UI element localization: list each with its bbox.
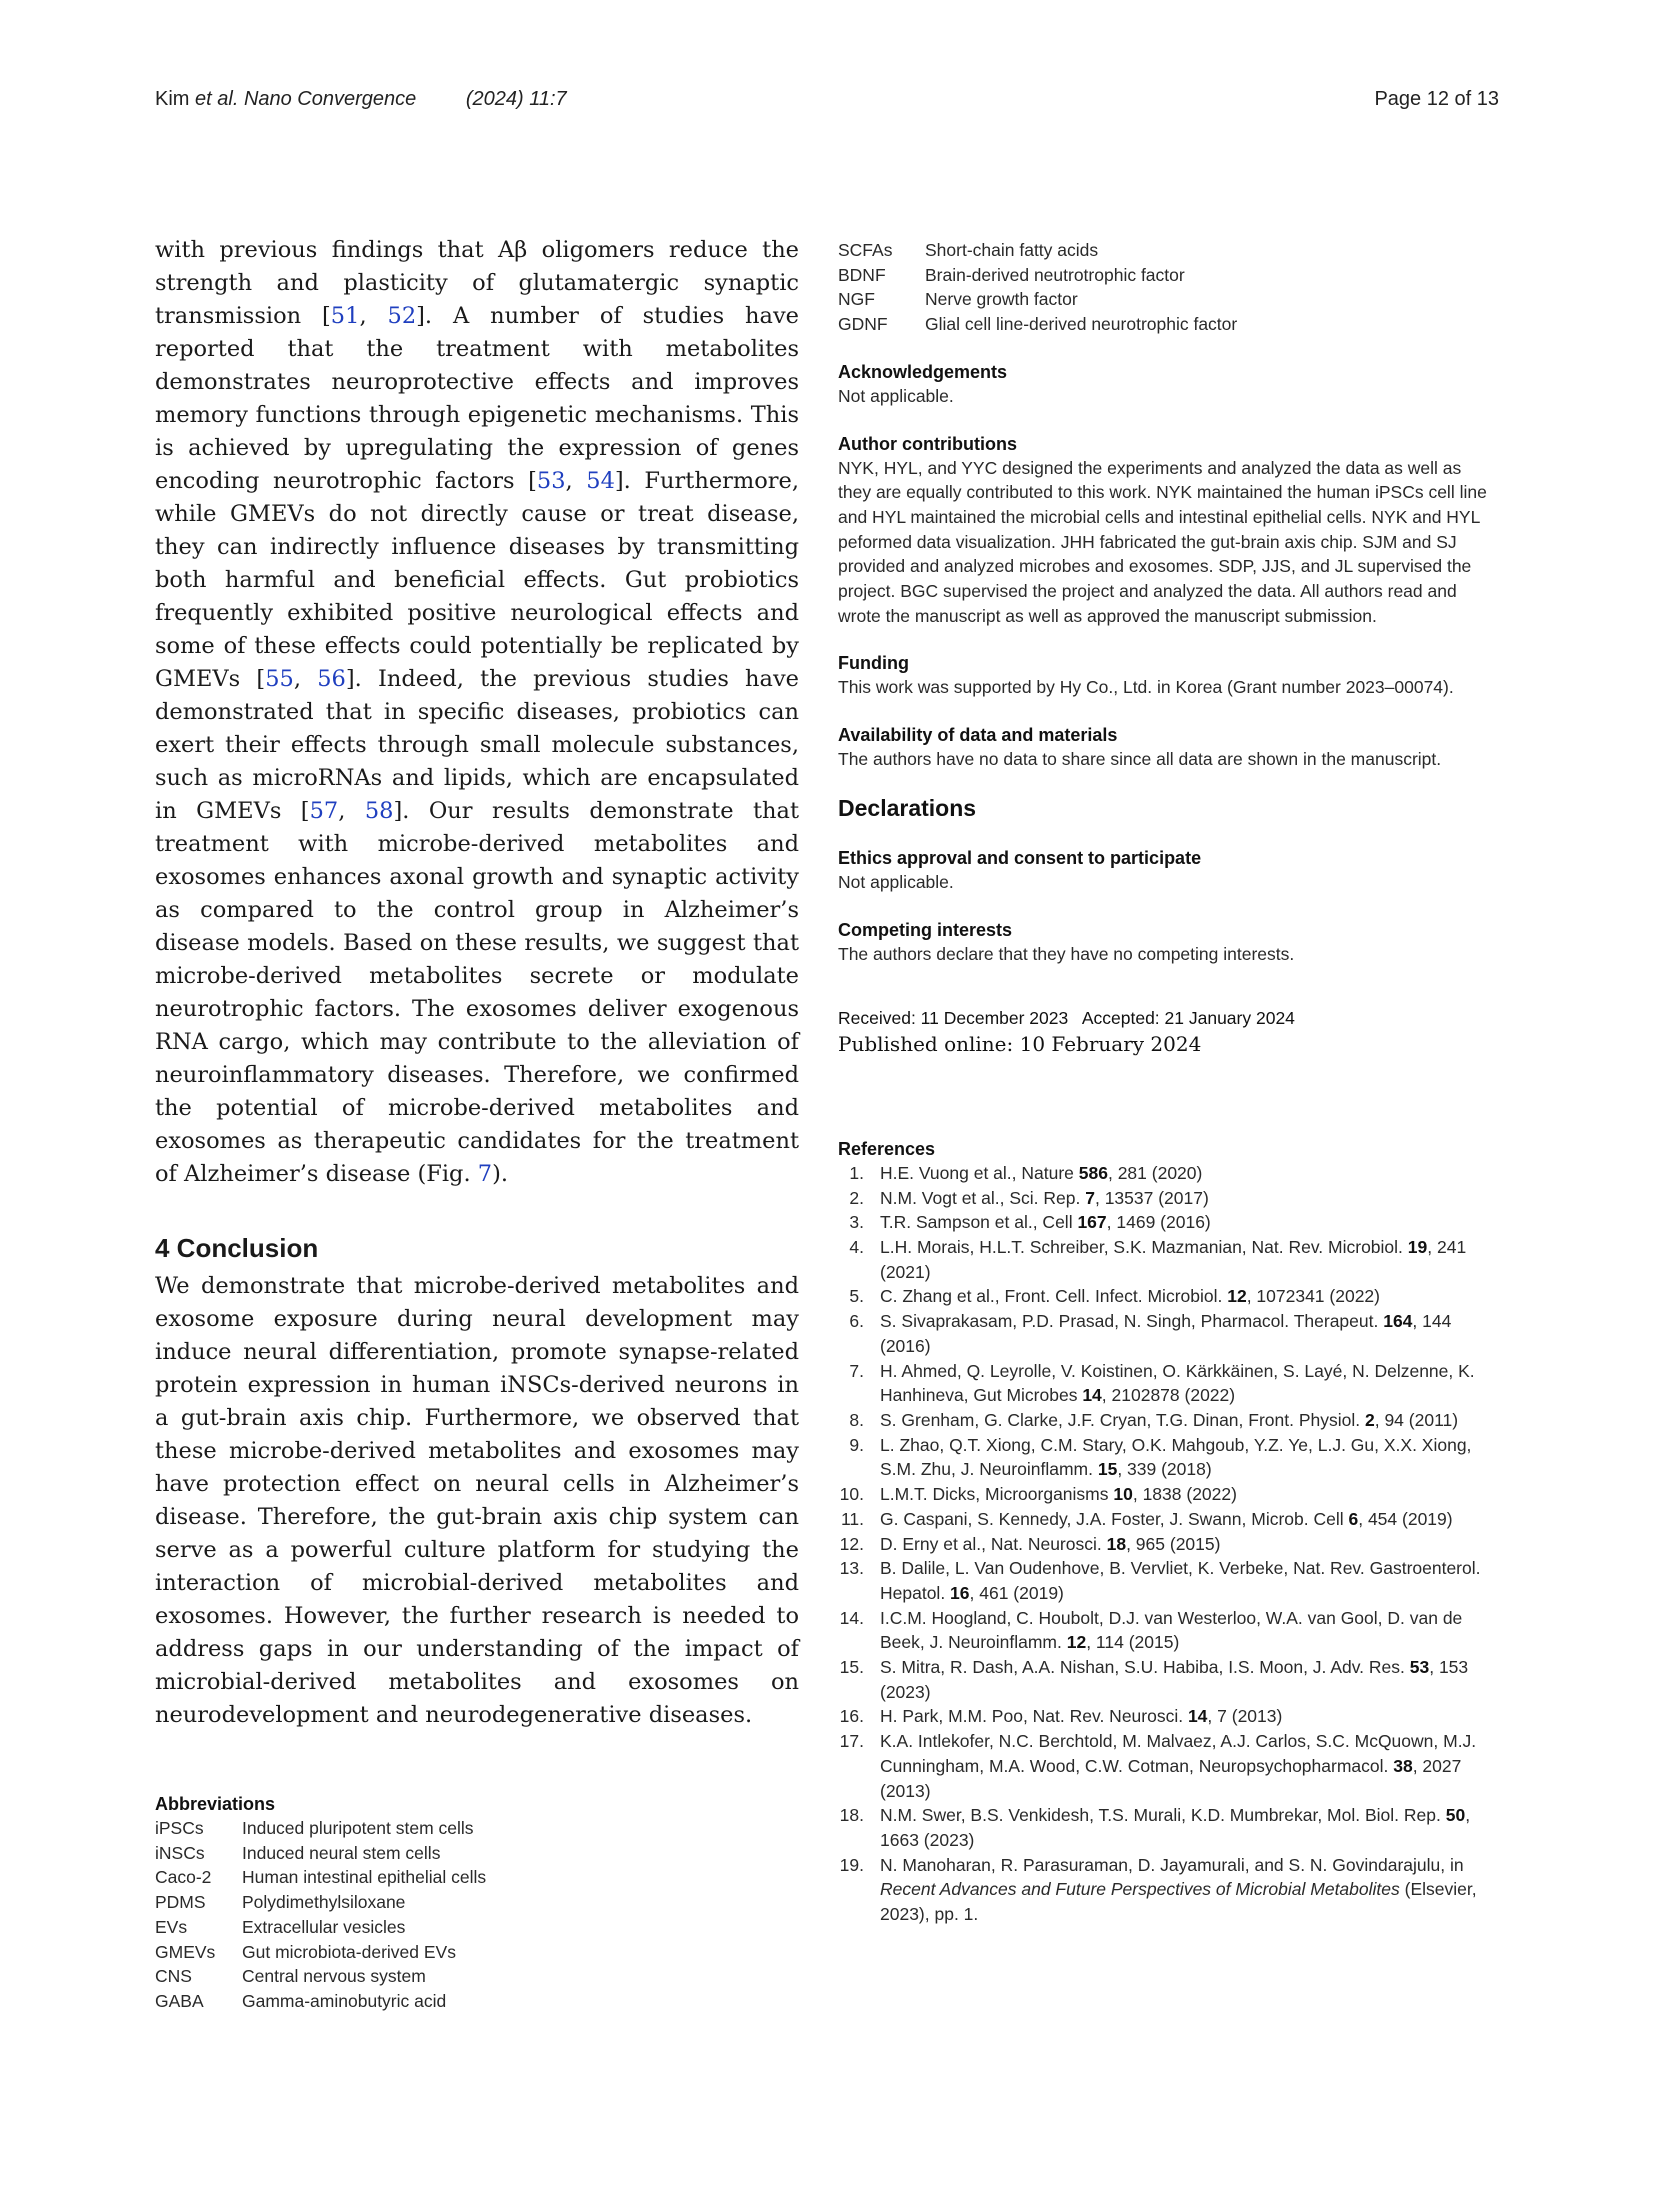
reference-number: 8. bbox=[849, 1409, 864, 1430]
abbreviation-row bbox=[155, 1940, 486, 1965]
reference-number: 2. bbox=[849, 1187, 864, 1208]
citation-link[interactable]: 7 bbox=[477, 1161, 493, 1187]
abbreviation-definition: Gut microbiota-derived EVs bbox=[242, 1941, 456, 1962]
abbreviations-table bbox=[155, 1816, 486, 2014]
abbreviation-definition: Induced neural stem cells bbox=[242, 1842, 441, 1863]
received-accepted-dates: Received: 11 December 2023 Accepted: 21 January 2024 bbox=[838, 1008, 1295, 1029]
abbreviation-term: GDNF bbox=[838, 314, 888, 335]
reference-number: 4. bbox=[849, 1237, 864, 1258]
ethics-heading: Ethics approval and consent to participate bbox=[838, 847, 1202, 868]
reference-item: 8. S. Grenham, G. Clarke, J.F. Cryan, T.G. Dinan, Front. Physiol. 2, 94 (2011) bbox=[838, 1408, 1498, 1433]
reference-number: 5. bbox=[849, 1286, 864, 1307]
reference-item: 1. H.E. Vuong et al., Nature 586, 281 (2020) bbox=[838, 1161, 1498, 1186]
left-column bbox=[155, 234, 799, 2014]
page-number: Page 12 of 13 bbox=[1374, 88, 1499, 110]
reference-item: 3. T.R. Sampson et al., Cell 167, 1469 (2016) bbox=[838, 1210, 1498, 1235]
abbreviation-row bbox=[155, 1915, 486, 1940]
citation-link[interactable]: 52 bbox=[387, 303, 417, 329]
reference-number: 13. bbox=[839, 1558, 864, 1579]
reference-number: 15. bbox=[839, 1657, 864, 1678]
discussion-paragraph: with previous findings that Aβ oligomers reduce the strength and plasticity of glutamatergic synaptic transmission [51, 52]. A number of studies have reported that the treatment with metabolites demonstrates neuroprotective effects and improves memory functions through epigenetic mechanisms. This is achieved by upregulating the expression of genes encoding neurotrophic factors [53, 54]. Furthermore, while GMEVs do not directly cause or treat disease, they can indirectly influence diseases by transmitting both harmful and beneficial effects. Gut probiotics frequently exhibited positive neurological effects and some of these effects could potentially be replicated by GMEVs [55, 56]. Indeed, the previous studies have demonstrated that in specific diseases, probiotics can exert their effects through small molecule substances, such as microRNAs and lipids, which are encapsulated in GMEVs [57, 58]. Our results demonstrate that treatment with microbe-derived metabolites and exosomes enhances axonal growth and synaptic activity as compared to the control group in Alzheimer’s disease models. Based on these results, we suggest that microbe-derived metabolites secrete or modulate neurotrophic factors. The exosomes deliver exogenous RNA cargo, which may contribute to the alleviation of neuroinflammatory diseases. Therefore, we confirmed the potential of microbe-derived metabolites and exosomes as therapeutic candidates for the treatment of Alzheimer’s disease (Fig. 7). bbox=[155, 237, 799, 1187]
reference-item: 4. L.H. Morais, H.L.T. Schreiber, S.K. Mazmanian, Nat. Rev. Microbiol. 19, 241 (2021) bbox=[838, 1235, 1498, 1284]
abbreviation-definition: Extracellular vesicles bbox=[242, 1916, 406, 1937]
published-online-date: Published online: 10 February 2024 bbox=[838, 1031, 1202, 1056]
ethics-text: Not applicable. bbox=[838, 871, 954, 892]
abbreviation-row bbox=[155, 1816, 486, 1841]
reference-item: 14. I.C.M. Hoogland, C. Houbolt, D.J. van Westerloo, W.A. van Gool, D. van de Beek, J. Neuroinflamm. 12, 114 (2015) bbox=[839, 1607, 1463, 1653]
competing-interests-section bbox=[838, 918, 1498, 967]
abbreviation-term: BDNF bbox=[838, 264, 886, 285]
reference-item: 11. G. Caspani, S. Kennedy, J.A. Foster, J. Swann, Microb. Cell 6, 454 (2019) bbox=[838, 1507, 1498, 1532]
abbreviation-definition: Glial cell line-derived neurotrophic factor bbox=[925, 314, 1238, 335]
right-column bbox=[838, 240, 1498, 1927]
reference-number: 19. bbox=[839, 1854, 864, 1875]
abbreviation-term: NGF bbox=[838, 289, 875, 310]
citation-link[interactable]: 57 bbox=[309, 798, 339, 824]
abbreviation-term: iNSCs bbox=[155, 1842, 205, 1863]
reference-number: 12. bbox=[839, 1533, 864, 1554]
reference-number: 7. bbox=[849, 1360, 864, 1381]
conclusion-text: We demonstrate that microbe-derived metabolites and exosome exposure during neural development may induce neural differentiation, promote synapse-related protein expression in human iNSCs-derived neurons in a gut-brain axis chip. Furthermore, we observed that these microbe-derived metabolites and exosomes may have protection effect on neural cells in Alzheimer’s disease. Therefore, the gut-brain axis chip system can serve as a powerful culture platform for studying the interaction of microbial-derived metabolites and exosomes. However, the further research is needed to address gaps in our understanding of the impact of microbial-derived metabolites and exosomes on neurodevelopment and neurodegenerative diseases. bbox=[155, 1273, 799, 1728]
conclusion-heading: 4 Conclusion bbox=[155, 1233, 319, 1263]
citation-link[interactable]: 51 bbox=[330, 303, 360, 329]
abbreviation-definition: Human intestinal epithelial cells bbox=[242, 1867, 487, 1888]
availability-heading: Availability of data and materials bbox=[838, 725, 1118, 746]
reference-item: 10. L.M.T. Dicks, Microorganisms 10, 1838 (2022) bbox=[838, 1482, 1498, 1507]
reference-number: 6. bbox=[849, 1311, 864, 1332]
reference-item: 19. N. Manoharan, R. Parasuraman, D. Jayamurali, and S. N. Govindarajulu, in Recent Advances and Future Perspectives of Microbial Metabolites (Elsevier, 2023), pp. 1. bbox=[839, 1854, 1477, 1925]
funding-section bbox=[838, 651, 1498, 700]
funding-text: This work was supported by Hy Co., Ltd. in Korea (Grant number 2023–00074). bbox=[838, 677, 1454, 698]
competing-interests-heading: Competing interests bbox=[838, 919, 1013, 940]
abbreviations-table-continued bbox=[838, 238, 1237, 337]
competing-interests-text: The authors declare that they have no competing interests. bbox=[838, 943, 1295, 964]
abbreviation-definition: Induced pluripotent stem cells bbox=[242, 1818, 474, 1838]
conclusion-paragraph bbox=[155, 1270, 799, 1732]
reference-number: 11. bbox=[840, 1508, 864, 1529]
reference-item: 17. K.A. Intlekofer, N.C. Berchtold, M. Malvaez, A.J. Carlos, S.C. McQuown, M.J. Cunningham, M.A. Wood, C.W. Cotman, Neuropsychopharmacol. 38, 2027 (2013) bbox=[839, 1731, 1477, 1801]
header-author: Kim bbox=[155, 88, 190, 110]
abbreviation-row bbox=[155, 1841, 486, 1866]
reference-item: 9. L. Zhao, Q.T. Xiong, C.M. Stary, O.K. Mahgoub, Y.Z. Ye, L.J. Gu, X.X. Xiong, S.M. Zhu, J. Neuroinflamm. 15, 339 (2018) bbox=[838, 1433, 1498, 1482]
abbreviations-heading: Abbreviations bbox=[155, 1794, 276, 1814]
acknowledgements-section bbox=[838, 360, 1498, 409]
citation-link[interactable]: 58 bbox=[364, 798, 394, 824]
reference-number: 1. bbox=[849, 1162, 864, 1183]
abbreviation-term: CNS bbox=[155, 1966, 192, 1987]
abbreviation-definition: Nerve growth factor bbox=[925, 289, 1078, 310]
reference-number: 14. bbox=[839, 1607, 864, 1628]
acknowledgements-heading: Acknowledgements bbox=[838, 361, 1008, 382]
abbreviation-definition: Brain-derived neutrotrophic factor bbox=[925, 264, 1185, 285]
abbreviation-row bbox=[155, 1964, 486, 1989]
reference-number: 9. bbox=[849, 1434, 864, 1455]
reference-number: 16. bbox=[839, 1706, 864, 1727]
declarations-heading: Declarations bbox=[838, 794, 977, 821]
reference-item: 5. C. Zhang et al., Front. Cell. Infect. Microbiol. 12, 1072341 (2022) bbox=[838, 1284, 1498, 1309]
reference-item: 12. D. Erny et al., Nat. Neurosci. 18, 965 (2015) bbox=[838, 1532, 1498, 1557]
reference-item: 6. S. Sivaprakasam, P.D. Prasad, N. Singh, Pharmacol. Therapeut. 164, 144 (2016) bbox=[838, 1309, 1498, 1358]
availability-section bbox=[838, 723, 1498, 772]
abbreviation-row bbox=[155, 1865, 486, 1890]
abbreviation-definition: Central nervous system bbox=[242, 1966, 426, 1987]
header-etal: et al. bbox=[195, 88, 239, 110]
abbreviation-definition: Short-chain fatty acids bbox=[925, 240, 1099, 260]
abbreviation-term: EVs bbox=[155, 1916, 188, 1937]
abbreviation-row bbox=[838, 238, 1237, 263]
abbreviation-term: iPSCs bbox=[155, 1818, 204, 1838]
citation-link[interactable]: 54 bbox=[586, 468, 615, 494]
abbreviation-row bbox=[838, 312, 1237, 337]
references-heading: References bbox=[838, 1138, 936, 1159]
acknowledgements-text: Not applicable. bbox=[838, 385, 954, 406]
author-contributions-section bbox=[838, 432, 1498, 629]
abbreviation-definition: Polydimethylsiloxane bbox=[242, 1892, 406, 1913]
abbreviation-row bbox=[838, 263, 1237, 288]
header-journal: Nano Convergence bbox=[243, 88, 417, 110]
author-contributions-text: NYK, HYL, and YYC designed the experiments and analyzed the data as well as they are equally contributed to this work. NYK maintained the human iPSCs cell line and HYL maintained the microbial cells and intestinal epithelial cells. NYK and HYL peformed data visualization. JHH fabricated the gut-brain axis chip. SJM and SJ provided and analyzed microbes and exosomes. SDP, JJS, and JL supervised the project. BGC supervised the project and analyzed the data. All authors read and wrote the manuscript as well as approved the manuscript submission. bbox=[838, 457, 1487, 626]
abbreviation-row bbox=[155, 1989, 486, 2014]
reference-number: 18. bbox=[839, 1805, 864, 1826]
reference-item: 7. H. Ahmed, Q. Leyrolle, V. Koistinen, O. Kärkkäinen, S. Layé, N. Delzenne, K. Hanhineva, Gut Microbes 14, 2102878 (2022) bbox=[838, 1359, 1498, 1408]
abbreviation-row bbox=[838, 287, 1237, 312]
ethics-section bbox=[838, 846, 1498, 895]
abbreviation-term: SCFAs bbox=[838, 240, 893, 260]
abbreviation-term: GMEVs bbox=[155, 1941, 216, 1962]
availability-text: The authors have no data to share since all data are shown in the manuscript. bbox=[838, 749, 1442, 770]
reference-item: 13. B. Dalile, L. Van Oudenhove, B. Vervliet, K. Verbeke, Nat. Rev. Gastroenterol. Hepatol. 16, 461 (2019) bbox=[839, 1558, 1481, 1603]
reference-item: 18. N.M. Swer, B.S. Venkidesh, T.S. Murali, K.D. Mumbrekar, Mol. Biol. Rep. 50, 1663 (2023) bbox=[839, 1805, 1471, 1850]
reference-number: 10. bbox=[839, 1484, 864, 1505]
header-volume: (2024) 11:7 bbox=[465, 88, 567, 110]
abbreviation-term: PDMS bbox=[155, 1892, 206, 1913]
reference-item: 2. N.M. Vogt et al., Sci. Rep. 7, 13537 (2017) bbox=[838, 1186, 1498, 1211]
reference-item: 15. S. Mitra, R. Dash, A.A. Nishan, S.U. Habiba, I.S. Moon, J. Adv. Res. 53, 153 (2023) bbox=[839, 1657, 1469, 1702]
reference-number: 17. bbox=[839, 1731, 864, 1752]
abbreviation-definition: Gamma-aminobutyric acid bbox=[242, 1990, 447, 2011]
citation-link[interactable]: 56 bbox=[317, 666, 346, 692]
abbreviation-row bbox=[155, 1890, 486, 1915]
references-list bbox=[838, 1161, 1498, 1927]
funding-heading: Funding bbox=[838, 653, 909, 674]
reference-number: 3. bbox=[849, 1212, 864, 1233]
reference-item: 16. H. Park, M.M. Poo, Nat. Rev. Neurosci. 14, 7 (2013) bbox=[838, 1704, 1498, 1729]
author-contributions-heading: Author contributions bbox=[838, 433, 1017, 454]
citation-link[interactable]: 53 bbox=[536, 468, 566, 494]
citation-link[interactable]: 55 bbox=[265, 666, 294, 692]
abbreviation-term: GABA bbox=[155, 1990, 204, 2011]
running-header bbox=[155, 88, 567, 111]
abbreviation-term: Caco-2 bbox=[155, 1867, 212, 1888]
